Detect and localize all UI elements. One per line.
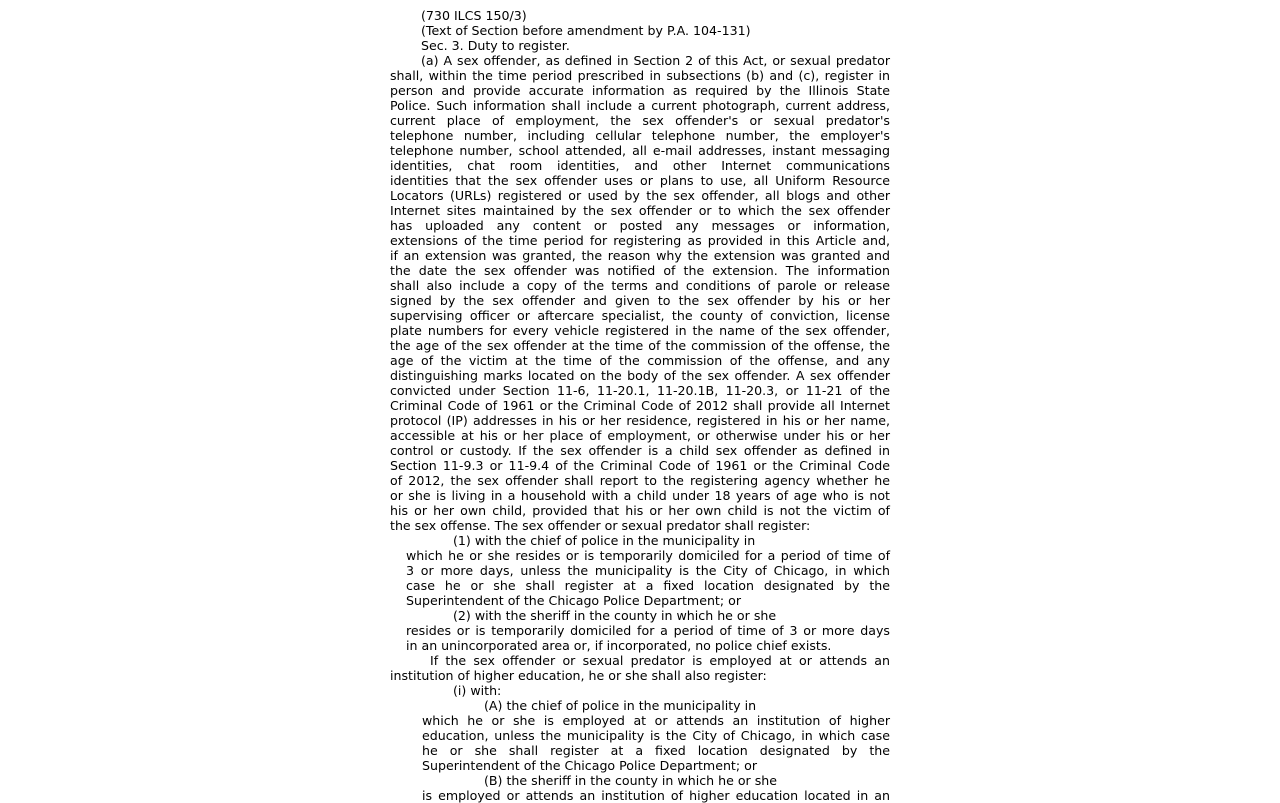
paragraph-a-line: shall also include a copy of the terms and conditions of parole or release <box>390 278 890 293</box>
item-A-line: education, unless the municipality is the City of Chicago, in which case <box>422 728 890 743</box>
paragraph-a-line: telephone number, school attended, all e-mail addresses, instant messaging <box>390 143 890 158</box>
item-A <box>390 698 890 773</box>
paragraph-a-line: identities that the sex offender uses or plans to use, all Uniform Resource <box>390 173 890 188</box>
item-B <box>390 773 890 803</box>
paragraph-a-line: of 2012, the sex offender shall report to the registering agency whether he <box>390 473 890 488</box>
paragraph-a-line: distinguishing marks located on the body of the sex offender. A sex offender <box>390 368 890 383</box>
paragraph-a-line: convicted under Section 11-6, 11-20.1, 11-20.1B, 11-20.3, or 11-21 of the <box>390 383 890 398</box>
item-B-line: is employed or attends an institution of higher education located in an <box>422 788 890 803</box>
item-A-lead: (A) the chief of police in the municipality in <box>484 698 757 713</box>
paragraph-a-line: Police. Such information shall include a current photograph, current address, <box>390 98 890 113</box>
statute-document <box>390 8 890 803</box>
paragraph-a-line: control or custody. If the sex offender is a child sex offender as defined in <box>390 443 890 458</box>
item-1-lead: (1) with the chief of police in the municipality in <box>453 533 756 548</box>
paragraph-a-line: person and provide accurate information as required by the Illinois State <box>390 83 890 98</box>
paragraph-a-line: accessible at his or her place of employment, or otherwise under his or her <box>390 428 890 443</box>
paragraph-a-line: current place of employment, the sex offender's or sexual predator's <box>390 113 890 128</box>
paragraph-a-line: the sex offense. The sex offender or sexual predator shall register: <box>390 518 811 533</box>
paragraph-a-line: supervising officer or aftercare specialist, the county of conviction, license <box>390 308 890 323</box>
paragraph-a-line: shall, within the time period prescribed in subsections (b) and (c), register in <box>390 68 890 83</box>
item-2-lead: (2) with the sheriff in the county in which he or she <box>453 608 777 623</box>
item-1-line: Superintendent of the Chicago Police Department; or <box>406 593 742 608</box>
paragraph-a-line: age of the victim at the time of the commission of the offense, and any <box>390 353 890 368</box>
item-B-lead: (B) the sheriff in the county in which he or she <box>484 773 778 788</box>
item-2 <box>390 608 890 653</box>
paragraph-a-line: or she is living in a household with a child under 18 years of age who is not <box>390 488 890 503</box>
paragraph-a-line: (a) A sex offender, as defined in Section 2 of this Act, or sexual predator <box>421 53 890 68</box>
version-note: (Text of Section before amendment by P.A. 104-131) <box>421 23 751 38</box>
paragraph-higher-education-line: If the sex offender or sexual predator is employed at or attends an <box>430 653 890 668</box>
paragraph-a-line: the date the sex offender was notified of the extension. The information <box>390 263 890 278</box>
item-1 <box>390 533 890 608</box>
item-2-line: in an unincorporated area or, if incorporated, no police chief exists. <box>406 638 832 653</box>
paragraph-a-line: has uploaded any content or posted any messages or information, <box>390 218 890 233</box>
paragraph-a-line: plate numbers for every vehicle registered in the name of the sex offender, <box>390 323 890 338</box>
paragraph-a-line: Section 11-9.3 or 11-9.4 of the Criminal Code of 1961 or the Criminal Code <box>390 458 890 473</box>
paragraph-a-line: if an extension was granted, the reason why the extension was granted and <box>390 248 890 263</box>
paragraph-a-line: protocol (IP) addresses in his or her residence, registered in his or her name, <box>390 413 890 428</box>
paragraph-a-line: Locators (URLs) registered or used by the sex offender, all blogs and other <box>390 188 890 203</box>
paragraph-a-line: identities, chat room identities, and other Internet communications <box>390 158 890 173</box>
item-1-line: case he or she shall register at a fixed location designated by the <box>406 578 890 593</box>
item-2-line: resides or is temporarily domiciled for a period of time of 3 or more days <box>406 623 890 638</box>
paragraph-higher-education <box>390 653 890 683</box>
item-i-lead: (i) with: <box>453 683 502 698</box>
item-A-line: he or she shall register at a fixed location designated by the <box>422 743 890 758</box>
paragraph-a-line: extensions of the time period for registering as provided in this Article and, <box>390 233 890 248</box>
paragraph-a-line: the age of the sex offender at the time of the commission of the offense, the <box>390 338 890 353</box>
paragraph-higher-education-line: institution of higher education, he or she shall also register: <box>390 668 767 683</box>
item-A-line: which he or she is employed at or attends an institution of higher <box>422 713 890 728</box>
paragraph-a-line: Criminal Code of 1961 or the Criminal Code of 2012 shall provide all Internet <box>390 398 890 413</box>
paragraph-a-line: signed by the sex offender and given to the sex offender by his or her <box>390 293 890 308</box>
paragraph-a-line: Internet sites maintained by the sex offender or to which the sex offender <box>390 203 890 218</box>
statute-citation: (730 ILCS 150/3) <box>421 8 527 23</box>
item-1-line: 3 or more days, unless the municipality is the City of Chicago, in which <box>406 563 890 578</box>
item-A-line: Superintendent of the Chicago Police Department; or <box>422 758 758 773</box>
section-heading: Sec. 3. Duty to register. <box>421 38 570 53</box>
paragraph-a <box>390 53 890 533</box>
paragraph-a-line: his or her own child, provided that his or her own child is not the victim of <box>390 503 890 518</box>
item-1-line: which he or she resides or is temporarily domiciled for a period of time of <box>406 548 890 563</box>
paragraph-a-line: telephone number, including cellular telephone number, the employer's <box>390 128 890 143</box>
